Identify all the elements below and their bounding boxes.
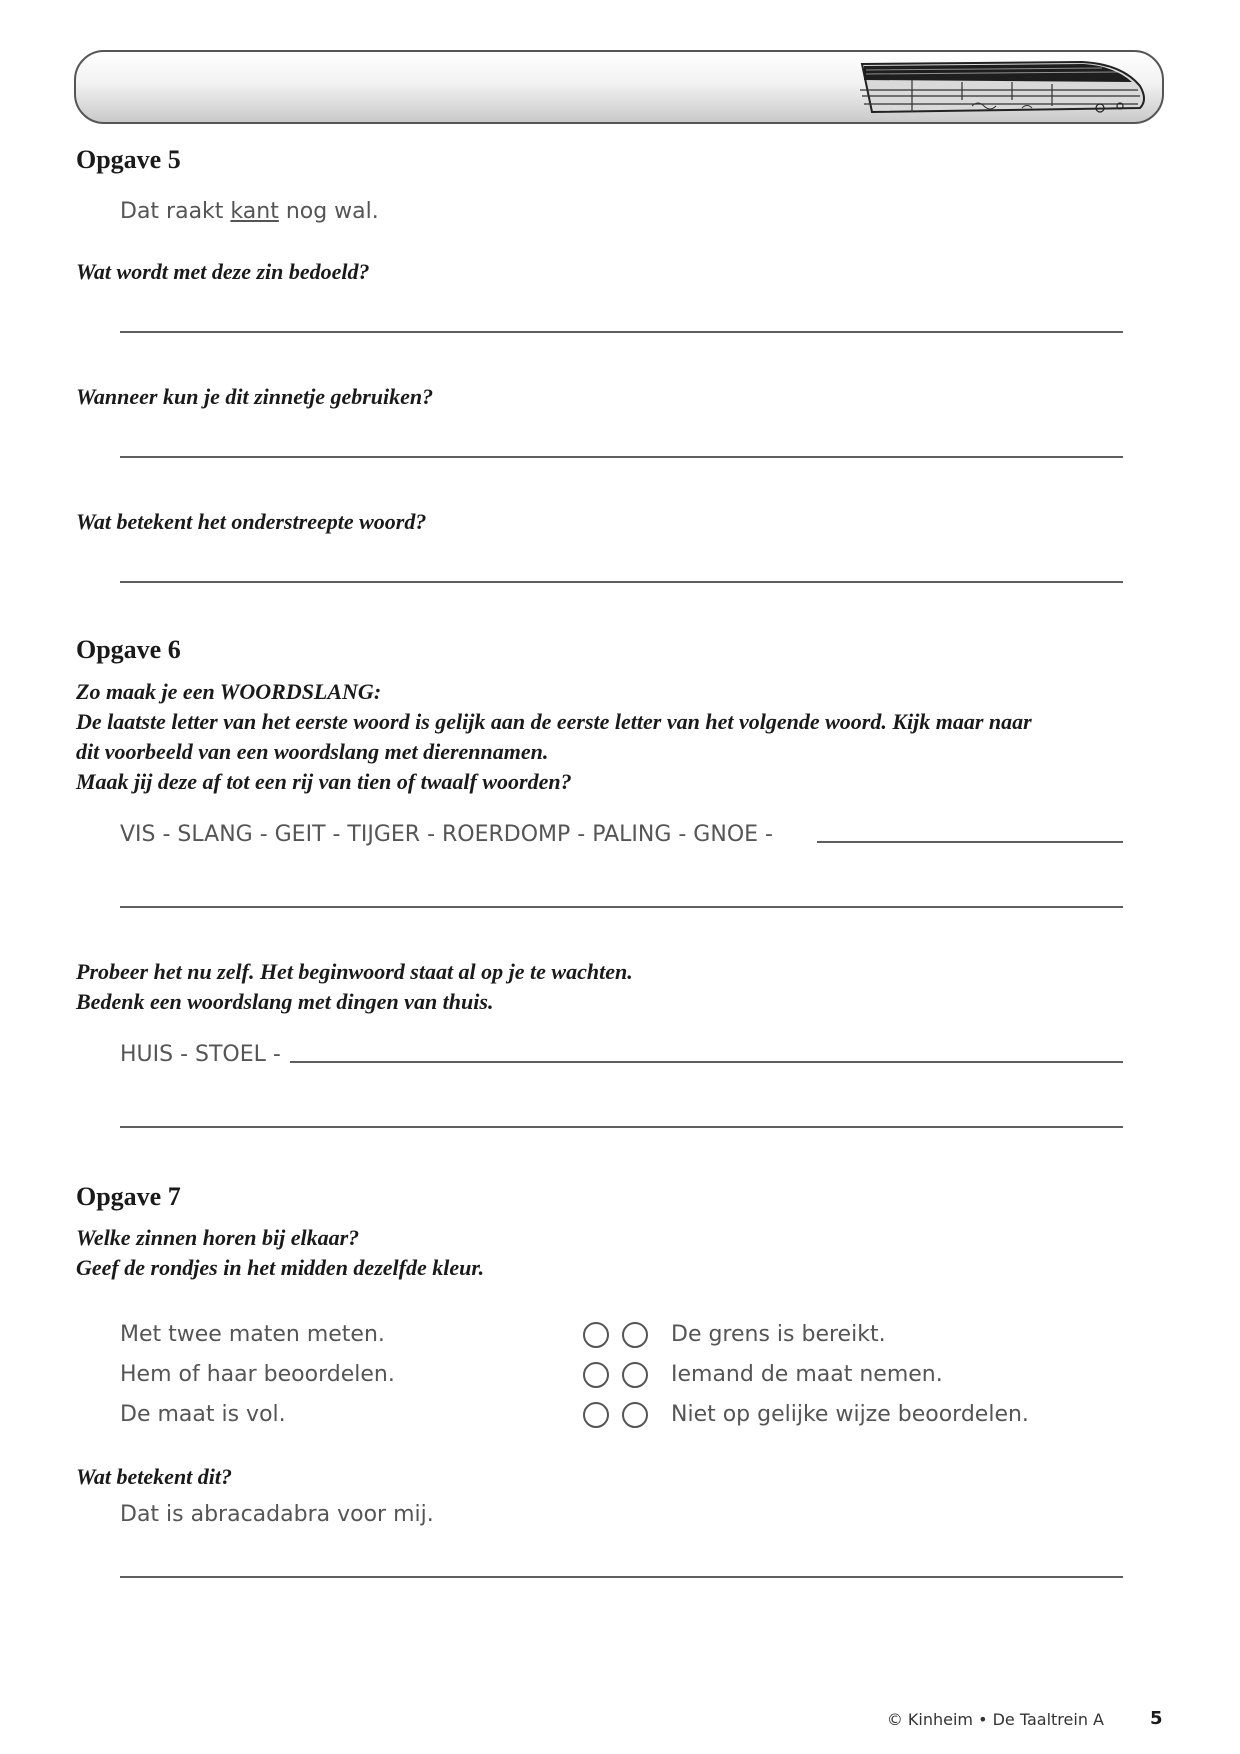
instruction: dit voorbeeld van een woordslang met dierennamen. <box>76 739 549 764</box>
answer-line[interactable] <box>290 1061 1123 1063</box>
instruction: Zo maak je een WOORDSLANG: <box>76 679 382 704</box>
right-sentence: Niet op gelijke wijze beoordelen. <box>671 1402 1029 1427</box>
instruction: Maak jij deze af tot een rij van tien of twaalf woorden? <box>76 769 572 794</box>
right-sentence: Iemand de maat nemen. <box>671 1362 943 1387</box>
instruction: Probeer het nu zelf. Het beginwoord staat al op je te wachten. <box>76 959 633 984</box>
answer-line[interactable] <box>120 581 1123 583</box>
answer-line[interactable] <box>120 1126 1123 1128</box>
answer-line[interactable] <box>817 841 1123 843</box>
instruction: De laatste letter van het eerste woord is gelijk aan de eerste letter van het volgende woord. Kijk maar naar <box>76 709 1032 734</box>
left-sentence: Met twee maten meten. <box>120 1322 385 1347</box>
footer-copyright: © Kinheim • De Taaltrein A <box>886 1710 1104 1729</box>
opgave-5-sentence <box>120 199 379 224</box>
example-word-chain: VIS - SLANG - GEIT - TIJGER - ROERDOMP - PALING - GNOE - <box>120 822 773 847</box>
opgave-7-title: Opgave 7 <box>76 1182 181 1211</box>
instruction: Geef de rondjes in het midden dezelfde kleur. <box>76 1255 485 1280</box>
sentence-part: Dat raakt <box>120 199 231 224</box>
question-underlined-word: Wat betekent het onderstreepte woord? <box>76 509 427 534</box>
answer-line[interactable] <box>120 331 1123 333</box>
color-circle-right[interactable] <box>622 1362 648 1388</box>
color-circle-right[interactable] <box>622 1402 648 1428</box>
question-meaning: Wat wordt met deze zin bedoeld? <box>76 259 370 284</box>
header-bar <box>74 50 1164 124</box>
color-circle-left[interactable] <box>583 1402 609 1428</box>
answer-line[interactable] <box>120 456 1123 458</box>
color-circle-right[interactable] <box>622 1322 648 1348</box>
color-circle-left[interactable] <box>583 1322 609 1348</box>
question-meaning: Wat betekent dit? <box>76 1464 233 1489</box>
opgave-6-title: Opgave 6 <box>76 635 181 664</box>
right-sentence: De grens is bereikt. <box>671 1322 886 1347</box>
answer-line[interactable] <box>120 1576 1123 1578</box>
sentence-part: nog wal. <box>278 199 379 224</box>
left-sentence: Hem of haar beoordelen. <box>120 1362 395 1387</box>
idiom-sentence: Dat is abracadabra voor mij. <box>120 1502 434 1527</box>
color-circle-left[interactable] <box>583 1362 609 1388</box>
underlined-word: kant <box>230 199 279 224</box>
own-word-chain: HUIS - STOEL - <box>120 1042 281 1067</box>
instruction: Welke zinnen horen bij elkaar? <box>76 1225 360 1250</box>
page-number: 5 <box>1150 1708 1163 1729</box>
opgave-5-title: Opgave 5 <box>76 145 181 174</box>
answer-line[interactable] <box>120 906 1123 908</box>
left-sentence: De maat is vol. <box>120 1402 286 1427</box>
train-icon <box>852 56 1152 120</box>
question-usage: Wanneer kun je dit zinnetje gebruiken? <box>76 384 434 409</box>
instruction: Bedenk een woordslang met dingen van thuis. <box>76 989 494 1014</box>
